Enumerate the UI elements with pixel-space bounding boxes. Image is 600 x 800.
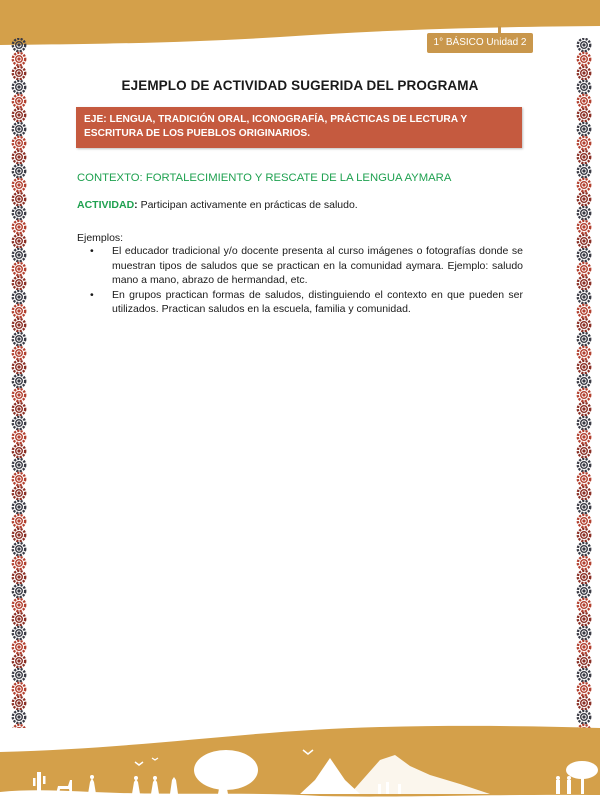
ejemplos-list xyxy=(77,244,523,317)
actividad-line xyxy=(77,199,358,211)
aymara-cog-motif-icon xyxy=(7,38,31,728)
actividad-text: Participan activamente en prácticas de saludo. xyxy=(137,199,358,211)
list-item-text: El educador tradicional y/o docente presenta al curso imágenes o fotografías donde se muestran tipos de saludos que se practican en la comunidad aymara. Ejemplo: saludo mano a mano, abrazo de hermandad, etc. xyxy=(112,245,523,286)
actividad-separator: : xyxy=(134,199,138,211)
contexto-heading: CONTEXTO: FORTALECIMIENTO Y RESCATE DE LA LENGUA AYMARA xyxy=(77,172,452,184)
list-item-text: En grupos practican formas de saludos, distinguiendo el contexto en que pueden ser utilizados. Practican saludos en la escuela, familia y comunidad. xyxy=(112,288,523,315)
bullet-icon: • xyxy=(90,288,94,301)
eje-box: EJE: LENGUA, TRADICIÓN ORAL, ICONOGRAFÍA, PRÁCTICAS DE LECTURA Y ESCRITURA DE LOS PUEBLOS ORIGINARIOS. xyxy=(76,107,522,148)
aymara-cog-motif-icon xyxy=(572,38,596,728)
bullet-icon: • xyxy=(90,245,94,257)
actividad-label: ACTIVIDAD xyxy=(77,199,135,211)
page-title: EJEMPLO DE ACTIVIDAD SUGERIDA DEL PROGRAMA xyxy=(121,78,479,93)
list-item xyxy=(77,244,523,288)
list-item xyxy=(77,288,523,317)
unit-badge: 1° BÁSICO Unidad 2 xyxy=(427,33,533,53)
landscape-silhouette-icon xyxy=(0,700,600,800)
ejemplos-label: Ejemplos: xyxy=(77,232,124,244)
